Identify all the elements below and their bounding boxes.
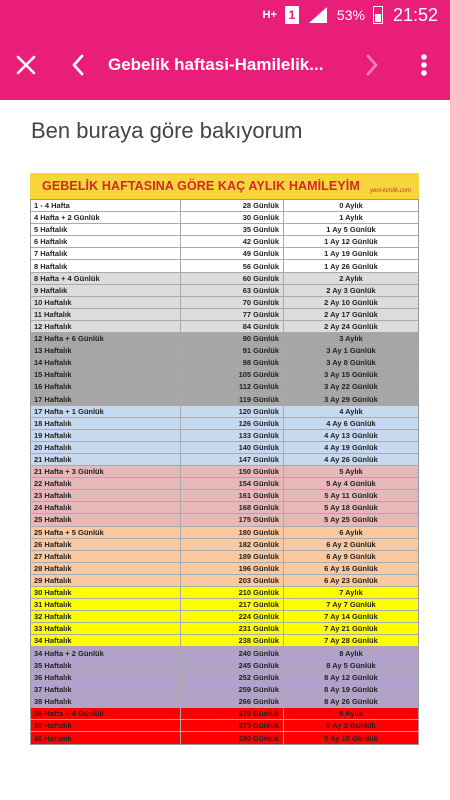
months-cell: 5 Ay 11 Günlük — [324, 491, 378, 501]
months-cell: 1 Ay 19 Günlük — [324, 249, 378, 259]
days-cell: 231 Günlük — [181, 623, 284, 634]
months-cell: 6 Ay 23 Günlük — [324, 575, 378, 585]
days-cell: 252 Günlük — [181, 672, 284, 683]
days-cell: 168 Günlük — [181, 502, 284, 513]
week-cell: 18 Haftalık — [31, 418, 181, 429]
days-cell: 90 Günlük — [181, 333, 284, 344]
week-cell: 38 Hafta + 4 Günlük — [31, 708, 181, 719]
clock: 21:52 — [392, 4, 438, 25]
days-cell: 189 Günlük — [181, 551, 284, 562]
table-row — [31, 720, 418, 732]
week-cell: 23 Haftalık — [31, 490, 181, 501]
months-cell: 3 Ay 22 Günlük — [324, 382, 378, 392]
week-cell: 4 Hafta + 2 Günlük — [31, 212, 181, 223]
days-cell: 245 Günlük — [181, 660, 284, 671]
days-cell: 196 Günlük — [181, 563, 284, 574]
table-row — [31, 345, 418, 357]
table-row — [31, 430, 418, 442]
days-cell: 49 Günlük — [181, 248, 284, 259]
days-cell: 240 Günlük — [181, 647, 284, 658]
table-row — [31, 551, 418, 563]
table-row — [31, 466, 418, 478]
months-cell: 3 Ay 15 Günlük — [324, 370, 378, 380]
forward-button[interactable] — [346, 30, 398, 100]
months-cell: 6 Ay 9 Günlük — [326, 551, 376, 561]
months-cell: 3 Ay 8 Günlük — [326, 358, 376, 368]
table-row — [31, 587, 418, 599]
months-cell: 4 Ay 13 Günlük — [324, 430, 378, 440]
table-row — [31, 732, 418, 744]
week-cell: 29 Haftalık — [31, 575, 181, 586]
week-cell: 40 Haftalık — [31, 732, 181, 744]
days-cell: 35 Günlük — [181, 224, 284, 235]
table-row — [31, 212, 418, 224]
months-cell: 7 Ay 14 Günlük — [324, 612, 378, 622]
days-cell: 84 Günlük — [181, 321, 284, 332]
months-cell: 6 Aylık — [339, 527, 363, 537]
days-cell: 270 Günlük — [181, 708, 284, 719]
table-row — [31, 527, 418, 539]
week-cell: 25 Haftalık — [31, 514, 181, 525]
app-bar — [0, 30, 450, 100]
table-row — [31, 260, 418, 272]
week-cell: 1 - 4 Hafta — [31, 200, 181, 211]
days-cell: 91 Günlük — [181, 345, 284, 356]
table-title-bar — [30, 173, 419, 199]
table-rows — [30, 199, 419, 745]
week-cell: 26 Haftalık — [31, 539, 181, 550]
week-cell: 12 Haftalık — [31, 321, 181, 332]
week-cell: 15 Haftalık — [31, 369, 181, 380]
days-cell: 175 Günlük — [181, 514, 284, 525]
table-row — [31, 224, 418, 236]
months-cell: 6 Ay 16 Günlük — [324, 563, 378, 573]
table-row — [31, 406, 418, 418]
table-row — [31, 696, 418, 708]
table-row — [31, 309, 418, 321]
week-cell: 5 Haftalık — [31, 224, 181, 235]
days-cell: 30 Günlük — [181, 212, 284, 223]
months-cell: 8 Aylık — [339, 648, 363, 658]
months-cell: 7 Ay 28 Günlük — [324, 636, 378, 646]
table-row — [31, 575, 418, 587]
table-row — [31, 539, 418, 551]
page-title: Gebelik haftasi-Hamilelik... — [108, 55, 324, 74]
table-row — [31, 708, 418, 720]
months-cell: 2 Aylık — [339, 273, 363, 283]
months-cell: 7 Ay 7 Günlük — [326, 600, 376, 610]
days-cell: 140 Günlük — [181, 442, 284, 453]
sim-card-icon: 1 — [285, 6, 299, 24]
week-cell: 11 Haftalık — [31, 309, 181, 320]
months-cell: 1 Ay 26 Günlük — [324, 261, 378, 271]
days-cell: 63 Günlük — [181, 285, 284, 296]
months-cell: 1 Ay 5 Günlük — [326, 225, 376, 235]
days-cell: 154 Günlük — [181, 478, 284, 489]
months-cell: 4 Ay 6 Günlük — [326, 418, 376, 428]
week-cell: 25 Hafta + 5 Günlük — [31, 527, 181, 538]
close-icon — [15, 54, 37, 76]
chevron-right-icon — [364, 53, 380, 77]
table-row — [31, 672, 418, 684]
months-cell: 4 Ay 26 Günlük — [324, 455, 378, 465]
months-cell: 8 Ay 12 Günlük — [324, 672, 378, 682]
months-cell: 9 Aylık — [339, 708, 363, 718]
months-cell: 3 Ay 29 Günlük — [324, 394, 378, 404]
days-cell: 60 Günlük — [181, 273, 284, 284]
months-cell: 9 Ay 3 Günlük — [326, 721, 376, 731]
months-cell: 1 Aylık — [339, 213, 363, 223]
table-row — [31, 502, 418, 514]
signal-strength-icon — [307, 6, 329, 24]
table-row — [31, 273, 418, 285]
table-row — [31, 442, 418, 454]
week-cell: 10 Haftalık — [31, 297, 181, 308]
table-row — [31, 684, 418, 696]
months-cell: 2 Ay 10 Günlük — [324, 297, 378, 307]
months-cell: 7 Aylık — [339, 588, 363, 598]
week-cell: 8 Haftalık — [31, 260, 181, 271]
days-cell: 150 Günlük — [181, 466, 284, 477]
overflow-menu-button[interactable] — [398, 30, 450, 100]
months-cell: 5 Aylık — [339, 467, 363, 477]
table-source: yeni-kimlik.com — [369, 188, 411, 194]
close-button[interactable] — [0, 30, 52, 100]
week-cell: 37 Haftalık — [31, 684, 181, 695]
content-area — [0, 100, 450, 800]
table-title: GEBELİK HAFTASINA GÖRE KAÇ AYLIK HAMİLEYİM — [42, 179, 360, 193]
table-row — [31, 236, 418, 248]
days-cell: 56 Günlük — [181, 260, 284, 271]
days-cell: 133 Günlük — [181, 430, 284, 441]
table-row — [31, 454, 418, 466]
table-row — [31, 599, 418, 611]
table-row — [31, 490, 418, 502]
months-cell: 5 Ay 4 Günlük — [326, 479, 376, 489]
table-row — [31, 321, 418, 333]
week-cell: 35 Haftalık — [31, 660, 181, 671]
months-cell: 8 Ay 26 Günlük — [324, 696, 378, 706]
week-cell: 27 Haftalık — [31, 551, 181, 562]
table-row — [31, 333, 418, 345]
days-cell: 203 Günlük — [181, 575, 284, 586]
table-row — [31, 514, 418, 526]
week-cell: 39 Haftalık — [31, 720, 181, 731]
days-cell: 238 Günlük — [181, 635, 284, 646]
months-cell: 8 Ay 5 Günlük — [326, 660, 376, 670]
months-cell: 6 Ay 2 Günlük — [326, 539, 376, 549]
week-cell: 34 Haftalık — [31, 635, 181, 646]
months-cell: 2 Ay 17 Günlük — [324, 309, 378, 319]
table-row — [31, 200, 418, 212]
days-cell: 147 Günlük — [181, 454, 284, 465]
week-cell: 17 Hafta + 1 Günlük — [31, 406, 181, 417]
week-cell: 12 Hafta + 6 Günlük — [31, 333, 181, 344]
table-row — [31, 563, 418, 575]
days-cell: 182 Günlük — [181, 539, 284, 550]
more-vert-icon — [420, 53, 428, 77]
chevron-left-icon — [70, 53, 86, 77]
months-cell: 5 Ay 18 Günlük — [324, 503, 378, 513]
table-row — [31, 357, 418, 369]
days-cell: 42 Günlük — [181, 236, 284, 247]
week-cell: 19 Haftalık — [31, 430, 181, 441]
days-cell: 180 Günlük — [181, 527, 284, 538]
week-cell: 34 Hafta + 2 Günlük — [31, 647, 181, 658]
table-row — [31, 660, 418, 672]
days-cell: 266 Günlük — [181, 696, 284, 707]
days-cell: 70 Günlük — [181, 297, 284, 308]
week-cell: 20 Haftalık — [31, 442, 181, 453]
week-cell: 21 Hafta + 3 Günlük — [31, 466, 181, 477]
days-cell: 273 Günlük — [181, 720, 284, 731]
battery-percentage: 53% — [336, 7, 365, 23]
table-row — [31, 381, 418, 393]
table-row — [31, 394, 418, 406]
months-cell: 2 Ay 24 Günlük — [324, 321, 378, 331]
days-cell: 119 Günlük — [181, 394, 284, 405]
battery-icon — [373, 6, 383, 24]
months-cell: 0 Aylık — [339, 201, 363, 211]
months-cell: 8 Ay 19 Günlük — [324, 684, 378, 694]
months-cell: 3 Aylık — [339, 334, 363, 344]
days-cell: 126 Günlük — [181, 418, 284, 429]
week-cell: 7 Haftalık — [31, 248, 181, 259]
table-row — [31, 611, 418, 623]
table-row — [31, 478, 418, 490]
months-cell: 3 Ay 1 Günlük — [326, 346, 376, 356]
months-cell: 2 Ay 3 Günlük — [326, 285, 376, 295]
post-heading: Ben buraya göre bakıyorum — [31, 118, 303, 143]
week-cell: 24 Haftalık — [31, 502, 181, 513]
days-cell: 210 Günlük — [181, 587, 284, 598]
week-cell: 38 Haftalık — [31, 696, 181, 707]
months-cell: 4 Aylık — [339, 406, 363, 416]
table-row — [31, 248, 418, 260]
table-row — [31, 623, 418, 635]
week-cell: 13 Haftalık — [31, 345, 181, 356]
months-cell: 5 Ay 25 Günlük — [324, 515, 378, 525]
months-cell: 1 Ay 12 Günlük — [324, 237, 378, 247]
week-cell: 30 Haftalık — [31, 587, 181, 598]
week-cell: 32 Haftalık — [31, 611, 181, 622]
week-cell: 31 Haftalık — [31, 599, 181, 610]
network-type-indicator: H+ — [262, 9, 277, 21]
week-cell: 33 Haftalık — [31, 623, 181, 634]
days-cell: 161 Günlük — [181, 490, 284, 501]
table-row — [31, 285, 418, 297]
week-cell: 17 Haftalık — [31, 394, 181, 405]
table-row — [31, 369, 418, 381]
back-button[interactable] — [52, 30, 104, 100]
days-cell: 98 Günlük — [181, 357, 284, 368]
months-cell: 7 Ay 21 Günlük — [324, 624, 378, 634]
status-bar — [0, 0, 450, 30]
week-cell: 8 Hafta + 4 Günlük — [31, 273, 181, 284]
months-cell: 4 Ay 19 Günlük — [324, 442, 378, 452]
days-cell: 217 Günlük — [181, 599, 284, 610]
table-row — [31, 297, 418, 309]
week-cell: 21 Haftalık — [31, 454, 181, 465]
table-row — [31, 635, 418, 647]
days-cell: 224 Günlük — [181, 611, 284, 622]
week-cell: 36 Haftalık — [31, 672, 181, 683]
table-row — [31, 418, 418, 430]
week-cell: 6 Haftalık — [31, 236, 181, 247]
days-cell: 77 Günlük — [181, 309, 284, 320]
days-cell: 112 Günlük — [181, 381, 284, 392]
days-cell: 259 Günlük — [181, 684, 284, 695]
days-cell: 120 Günlük — [181, 406, 284, 417]
days-cell: 28 Günlük — [181, 200, 284, 211]
months-cell: 9 Ay 10 Günlük — [324, 733, 378, 743]
days-cell: 105 Günlük — [181, 369, 284, 380]
week-cell: 16 Haftalık — [31, 381, 181, 392]
pregnancy-table-image[interactable] — [30, 173, 419, 800]
table-row — [31, 647, 418, 659]
days-cell: 280 Günlük — [181, 732, 284, 744]
week-cell: 9 Haftalık — [31, 285, 181, 296]
week-cell: 14 Haftalık — [31, 357, 181, 368]
week-cell: 28 Haftalık — [31, 563, 181, 574]
week-cell: 22 Haftalık — [31, 478, 181, 489]
